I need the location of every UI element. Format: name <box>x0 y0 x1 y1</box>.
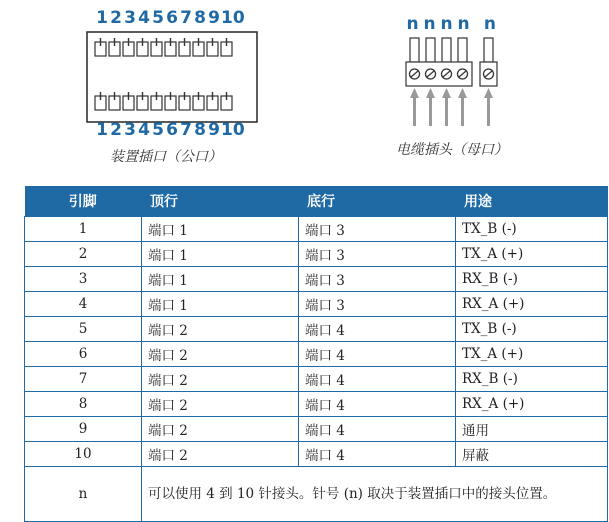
header-top-row: 顶行 <box>142 186 299 217</box>
cell-top: 端口 1 <box>142 217 299 242</box>
cell-bottom: 端口 3 <box>299 217 456 242</box>
cell-top: 端口 1 <box>142 292 299 317</box>
cell-use: RX_A (+) <box>456 392 608 417</box>
cable-pin-label: n <box>483 14 496 34</box>
cell-top: 端口 1 <box>142 242 299 267</box>
cell-use: TX_B (-) <box>456 317 608 342</box>
cell-bottom: 端口 3 <box>299 267 456 292</box>
device-pin-numbers-bottom <box>95 120 243 140</box>
cell-top: 端口 2 <box>142 417 299 442</box>
cable-plug-drawing <box>400 36 510 136</box>
cable-pin-label: n <box>440 14 453 34</box>
header-use: 用途 <box>456 186 608 217</box>
cell-bottom: 端口 3 <box>299 242 456 267</box>
cell-use: TX_B (-) <box>456 217 608 242</box>
cell-use: TX_A (+) <box>456 342 608 367</box>
cell-top: 端口 2 <box>142 367 299 392</box>
table-row <box>25 442 608 467</box>
device-pin-number: 5 <box>152 8 164 28</box>
table-header-row <box>25 186 608 217</box>
device-pin-number: 4 <box>138 8 150 28</box>
cell-bottom: 端口 4 <box>299 317 456 342</box>
cell-bottom: 端口 4 <box>299 392 456 417</box>
device-pin-number: 5 <box>152 120 164 140</box>
cell-bottom: 端口 4 <box>299 442 456 467</box>
table-note-row <box>25 467 608 522</box>
device-pin-number: 9 <box>208 120 220 140</box>
device-caption: 装置插口（公口） <box>110 149 222 165</box>
device-pin-number: 3 <box>124 120 136 140</box>
table-row <box>25 242 608 267</box>
cell-pin: 5 <box>25 317 142 342</box>
cell-bottom: 端口 3 <box>299 292 456 317</box>
cell-use: 通用 <box>456 417 608 442</box>
table-row <box>25 317 608 342</box>
device-pin-number: 4 <box>138 120 150 140</box>
header-pin: 引脚 <box>25 186 142 217</box>
device-pin-number: 7 <box>180 8 192 28</box>
device-pin-number: 8 <box>194 120 206 140</box>
cell-use: TX_A (+) <box>456 242 608 267</box>
device-pin-number: 3 <box>124 8 136 28</box>
cell-bottom: 端口 4 <box>299 367 456 392</box>
table-row <box>25 342 608 367</box>
cell-pin: n <box>25 467 142 522</box>
cell-pin: 10 <box>25 442 142 467</box>
table-row <box>25 367 608 392</box>
cell-pin: 1 <box>25 217 142 242</box>
note-text: 可以使用 4 到 10 针接头。针号 (n) 取决于装置插口中的接头位置。 <box>142 467 608 522</box>
cable-pin-label: n <box>423 14 436 34</box>
cable-caption: 电缆插头（母口） <box>396 142 508 158</box>
device-pin-number: 8 <box>194 8 206 28</box>
device-pin-number: 2 <box>110 120 122 140</box>
device-pin-number: 1 <box>96 120 108 140</box>
cell-bottom: 端口 4 <box>299 417 456 442</box>
header-bottom-row: 底行 <box>299 186 456 217</box>
device-pin-number: 6 <box>166 120 178 140</box>
device-pin-number: 9 <box>208 8 220 28</box>
cell-pin: 2 <box>25 242 142 267</box>
cell-top: 端口 2 <box>142 317 299 342</box>
cell-pin: 4 <box>25 292 142 317</box>
device-pin-number: 10 <box>221 120 245 140</box>
cable-pin-labels <box>404 14 496 34</box>
cell-bottom: 端口 4 <box>299 342 456 367</box>
table-row <box>25 217 608 242</box>
cell-pin: 6 <box>25 342 142 367</box>
cable-pin-label: n <box>457 14 470 34</box>
cell-top: 端口 2 <box>142 442 299 467</box>
cell-use: 屏蔽 <box>456 442 608 467</box>
pin-assignment-table <box>24 186 608 522</box>
cell-top: 端口 1 <box>142 267 299 292</box>
device-pin-number: 7 <box>180 120 192 140</box>
cell-use: RX_A (+) <box>456 292 608 317</box>
cell-pin: 7 <box>25 367 142 392</box>
cell-top: 端口 2 <box>142 342 299 367</box>
cell-top: 端口 2 <box>142 392 299 417</box>
cell-use: RX_B (-) <box>456 267 608 292</box>
table-row <box>25 267 608 292</box>
device-pin-number: 2 <box>110 8 122 28</box>
cable-pin-label: n <box>406 14 419 34</box>
device-pin-number: 10 <box>221 8 245 28</box>
device-pin-numbers-top <box>95 8 243 28</box>
cell-use: RX_B (-) <box>456 367 608 392</box>
cell-pin: 8 <box>25 392 142 417</box>
device-pin-number: 1 <box>96 8 108 28</box>
cell-pin: 3 <box>25 267 142 292</box>
connector-figure <box>0 0 609 180</box>
table-row <box>25 417 608 442</box>
device-pin-number: 6 <box>166 8 178 28</box>
table-row <box>25 292 608 317</box>
device-socket-drawing <box>85 30 260 124</box>
table-row <box>25 392 608 417</box>
cell-pin: 9 <box>25 417 142 442</box>
